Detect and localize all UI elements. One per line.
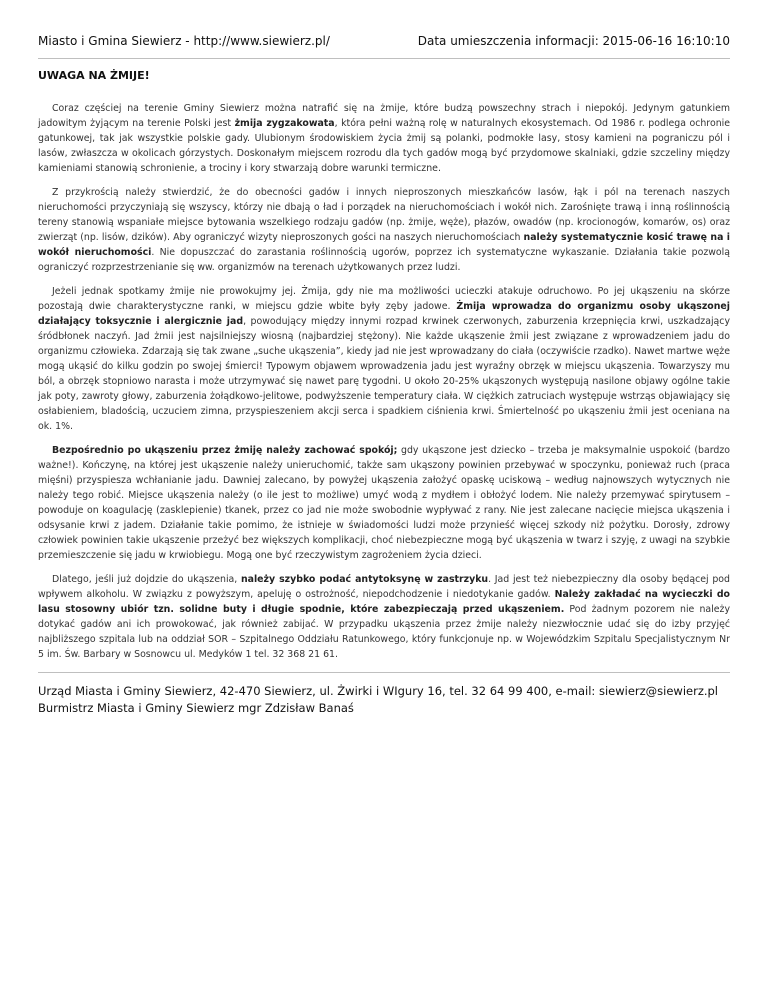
paragraph-emphasis: należy szybko podać antytoksynę w zastrzyku bbox=[240, 574, 489, 585]
page-footer bbox=[38, 683, 730, 717]
paragraph-habitat bbox=[38, 101, 730, 176]
article-body bbox=[38, 101, 730, 671]
paragraph-emphasis: żmija zygzakowata bbox=[234, 118, 335, 129]
paragraph-treatment bbox=[38, 572, 730, 662]
paragraph-text: Pod żadnym pozorem nie należy dotykać gadów ani ich prowokować, jak również zabijać. W przypadku ukąszenia przez żmije należy niezwłocznie udać się do izby przyjęć najbliższego szpitala lub na oddział SOR – Szpitalnego Oddziału Ratunkowego, który funkcjonuje np. w Wojewódzkim Szpitalu Specjalistycznym Nr 5 im. Św. Barbary w Sosnowcu ul. Medyków 1 tel. 32 368 21 61. bbox=[38, 604, 730, 660]
paragraph-text: , która pełni ważną rolę w naturalnych ekosystemach. Od 1986 r. podlega ochronie gatunkowej, tak jak wszystkie polskie gady. Ulubionym środowiskiem życia żmij są polanki, podmokłe lasy, stosy kamieni na pograniczu pól i lasów, zwłaszcza w okolicach górzystych. Doskonałym miejscem rozrodu dla tych gadów mogą być przydomowe skalniaki, gdzie szczeliny między kamieniami stanowią schronienie, a trociny i kory stwarzają dobre warunki termiczne. bbox=[38, 118, 731, 174]
site-url-text: Miasto i Gmina Siewierz - http://www.siewierz.pl/ bbox=[38, 34, 330, 48]
paragraph-text: . Jad jest też niebezpieczny dla osoby będącej pod wpływem alkoholu. W związku z powyższym, apeluję o ostrożność, niepodchodzenie i niedotykanie gadów. bbox=[38, 574, 730, 600]
footer-mayor: Burmistrz Miasta i Gminy Siewierz mgr Zdzisław Banaś bbox=[38, 701, 354, 715]
footer-address: Urząd Miasta i Gminy Siewierz, 42-470 Siewierz, ul. Żwirki i WIgury 16, tel. 32 64 99 400, e-mail: siewierz@siewierz.pl bbox=[38, 684, 719, 698]
footer-divider bbox=[38, 672, 730, 673]
paragraph-venom bbox=[38, 284, 730, 434]
paragraph-first-aid bbox=[38, 443, 730, 563]
article-title: UWAGA NA ŻMIJE! bbox=[38, 69, 150, 82]
paragraph-text: Z przykrością należy stwierdzić, że do obecności gadów i innych nieproszonych mieszkańców lasów, łąk i pól na terenach naszych nieruchomości przyczyniają się wszyscy, którzy nie dbają o ład i porządek na nieruchomościach i wokół nich. Zarośnięte trawą i inną roślinnością tereny stanowią wspaniałe miejsce bytowania wszelkiego rodzaju gadów (np. żmije, węże), płazów, owadów (np. krocionogów, komarów, os) oraz zwierząt (np. lisów, dzików). Aby ograniczyć wizyty nieproszonych gości na naszych nieruchomościach bbox=[38, 187, 730, 243]
paragraph-emphasis: należy systematycznie kosić trawę na i wokół nieruchomości bbox=[38, 232, 730, 258]
paragraph-emphasis: Bezpośrednio po ukąszeniu przez żmiję należy zachować spokój; bbox=[52, 445, 398, 456]
paragraph-prevention bbox=[38, 185, 730, 275]
paragraph-emphasis: Należy zakładać na wycieczki do lasu stosowny ubiór tzn. solidne buty i długie spodnie, które zabezpieczają przed ukąszeniem. bbox=[38, 589, 730, 615]
paragraph-emphasis: Żmija wprowadza do organizmu osoby ukąszonej działający toksycznie i alergicznie jad bbox=[38, 301, 730, 327]
page-header bbox=[38, 34, 730, 48]
paragraph-text: gdy ukąszone jest dziecko – trzeba je maksymalnie uspokoić (bardzo ważne!). Kończynę, na której jest ukąszenie należy unieruchomić, także sam ukąszony powinien przebywać w spoczynku, ponieważ ruch (praca mięśni) przyspiesza wchłanianie jadu. Dawniej zalecano, by powyżej ukąszenia założyć opaskę uciskową – według najnowszych wytycznych nie należy tego robić. Miejsce ukąszenia należy (o ile jest to możliwe) umyć wodą z mydłem i obłożyć lodem. Nie należy przemywać spirytusem – powoduje on koagulację (zasklepienie) tkanek, przez co jad nie może swobodnie wypływać z rany. Nie jest zalecane nacięcie miejsca ukąszenia i odsysanie krwi z jadem. Działanie takie pomimo, że istnieje w świadomości ludzi może przynieść więcej szkody niż pożytku. Dorosły, zdrowy człowiek powinien takie ukąszenie przeżyć bez większych komplikacji, choć niebezpieczne mogą być ukąszenia w twarz i szyję, z uwagi na szybkie przemieszczenie się jadu w krwiobiegu. Mogą one być rzeczywistym zagrożeniem życia dzieci. bbox=[38, 445, 731, 561]
paragraph-text: , powodujący między innymi rozpad krwinek czerwonych, zaburzenia krzepnięcia krwi, uszkadzający śródbłonek naczyń. Jad żmii jest najsilniejszy wiosną (najbardziej stężony). Nie każde ukąszenie żmii jest związane z wprowadzeniem jadu do organizmu człowieka. Zdarzają się tak zwane „suche ukąszenia”, kiedy jad nie jest wprowadzany do ciała (oczywiście rzadko). Nawet martwe węże mogą ukąsić do kilku godzin po swojej śmierci! Typowym objawem wprowadzenia jadu jest wyraźny obrzęk w miejscu ukąszenia. Towarzyszy mu ból, a obrzęk stopniowo narasta i może utrzymywać się nawet parę tygodni. U około 20-25% ukąszonych występują nasilone objawy ogólne takie jak poty, zawroty głowy, zaburzenia żołądkowo-jelitowe, podwyższenie temperatury ciała. W ciężkich zatruciach występuje wstrząs objawiający się osłabieniem, bladością, uczuciem zimna, przyspieszeniem akcji serca i spadkiem ciśnienia krwi. Śmiertelność po ukąszeniu żmii jest oceniana na ok. 1%. bbox=[38, 316, 730, 432]
paragraph-text: Dlatego, jeśli już dojdzie do ukąszenia, bbox=[52, 574, 241, 585]
publish-date-text: Data umieszczenia informacji: 2015-06-16 16:10:10 bbox=[417, 34, 730, 48]
paragraph-text: Coraz częściej na terenie Gminy Siewierz można natrafić się na żmije, które budzą powszechny strach i niepokój. Jedynym gatunkiem jadowitym żyjącym na terenie Polski jest bbox=[38, 103, 730, 129]
paragraph-text: Jeżeli jednak spotkamy żmije nie prowokujmy jej. Żmija, gdy nie ma możliwości ucieczki atakuje odruchowo. Po jej ukąszeniu na skórze pozostają dwie charakterystyczne ranki, w miejscu gdzie wbite były zęby jadowe. bbox=[38, 286, 730, 312]
paragraph-text: . Nie dopuszczać do zarastania roślinnością ugorów, poprzez ich systematyczne wykaszanie. Działania takie pozwolą ograniczyć rozprzestrzenianie się ww. organizmów na terenach użytkowanych przez ludzi. bbox=[38, 247, 731, 273]
header-divider bbox=[38, 58, 730, 59]
